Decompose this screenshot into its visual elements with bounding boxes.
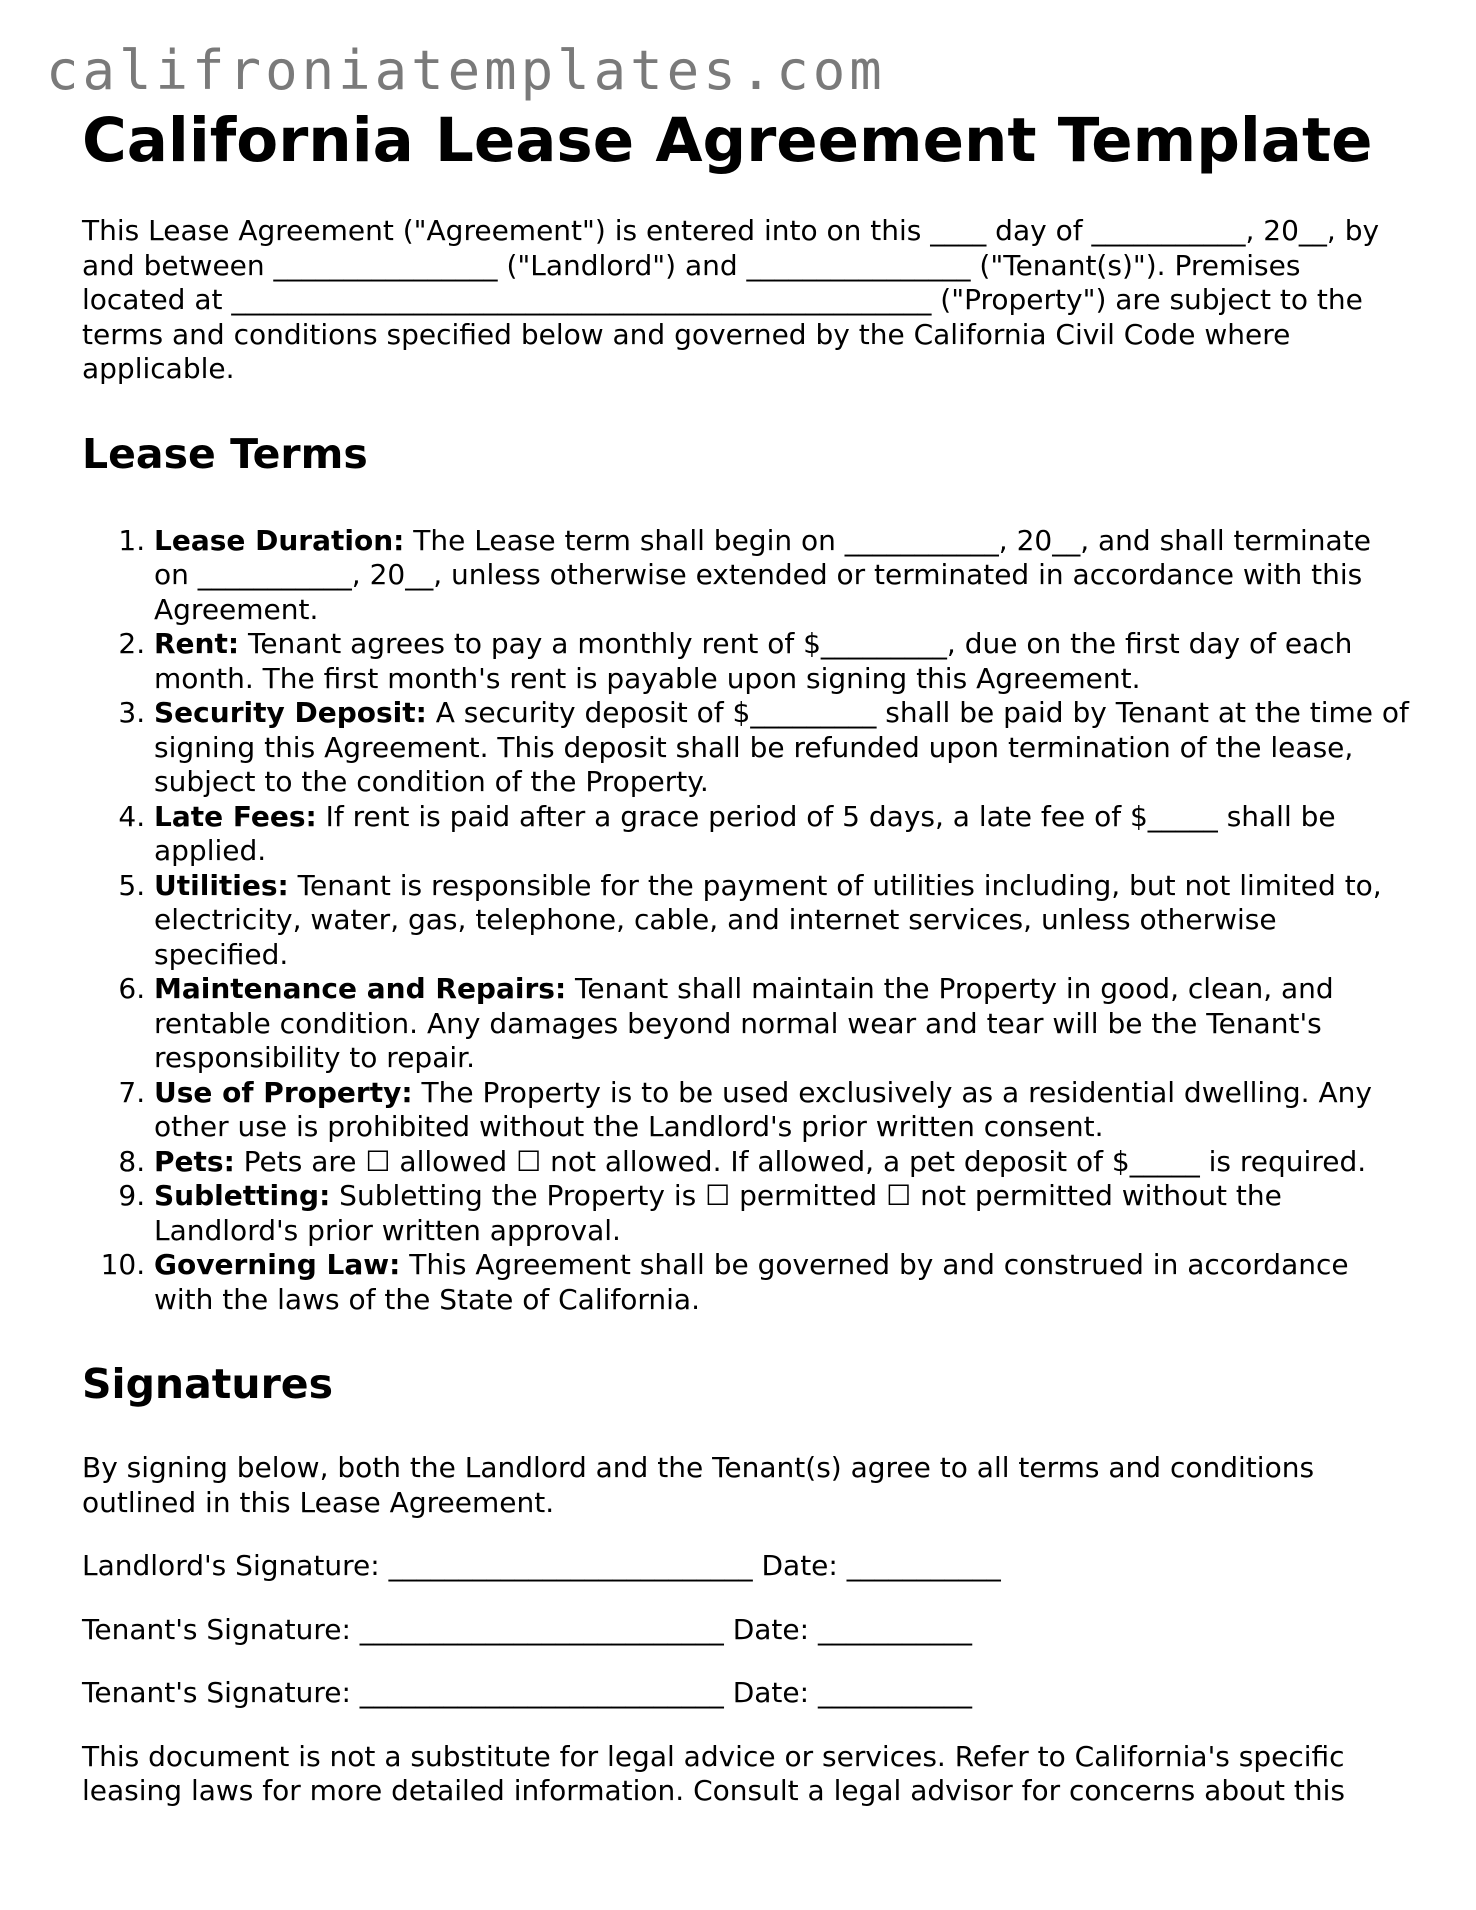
term-text: Tenant agrees to pay a monthly rent of $_________, due on the first day of each month. The first month's rent is payable upon signing this Agreement. <box>154 627 1353 695</box>
term-item-subletting <box>154 1179 1412 1248</box>
document-page <box>82 102 1412 1809</box>
term-item-utilities <box>154 869 1412 973</box>
lease-terms-heading: Lease Terms <box>82 429 368 478</box>
term-text: Subletting the Property is ☐ permitted ☐ not permitted without the Landlord's prior written approval. <box>154 1179 1282 1247</box>
term-label: Use of Property: <box>154 1075 413 1109</box>
term-label: Governing Law: <box>154 1248 401 1281</box>
tenant-signature-line: Tenant's Signature: __________________________ Date: ___________ <box>82 1676 972 1709</box>
term-text: Tenant is responsible for the payment of utilities including, but not limited to, electricity, water, gas, telephone, cable, and internet services, unless otherwise specified. <box>154 868 1382 971</box>
term-text: The Property is to be used exclusively as a residential dwelling. Any other use is prohibited without the Landlord's prior written consent. <box>154 1075 1372 1143</box>
term-label: Subletting: <box>154 1179 331 1212</box>
term-item-governing-law <box>154 1248 1412 1317</box>
legal-disclaimer: This document is not a substitute for legal advice or services. Refer to California's specific leasing laws for more detailed information. Consult a legal advisor for concerns about this <box>82 1739 1345 1807</box>
term-label: Pets: <box>154 1144 235 1178</box>
term-item-pets <box>154 1145 1412 1180</box>
signatures-intro: By signing below, both the Landlord and the Tenant(s) agree to all terms and conditions outlined in this Lease Agreement. <box>82 1451 1315 1519</box>
term-label: Utilities: <box>154 868 289 902</box>
term-item-late-fees <box>154 800 1412 869</box>
term-label: Lease Duration: <box>154 523 405 557</box>
term-item-lease-duration <box>154 524 1412 628</box>
landlord-signature-line: Landlord's Signature: __________________________ Date: ___________ <box>82 1549 1001 1582</box>
term-text: If rent is paid after a grace period of 5 days, a late fee of $_____ shall be applied. <box>154 799 1336 867</box>
lease-terms-list <box>82 524 1412 1318</box>
term-text: The Lease term shall begin on ___________, 20__, and shall terminate on ___________, 20__, unless otherwise extended or terminated in accordance with this Agreement. <box>154 523 1371 626</box>
site-watermark: califroniatemplates.com <box>46 39 886 102</box>
document-title: California Lease Agreement Template <box>82 105 1373 176</box>
term-item-rent <box>154 627 1412 696</box>
term-label: Late Fees: <box>154 799 317 833</box>
tenant-signature-line: Tenant's Signature: __________________________ Date: ___________ <box>82 1612 972 1646</box>
intro-paragraph: This Lease Agreement ("Agreement") is entered into on this ____ day of ___________, 20__, by and between ________________ ("Landlord") and ________________ ("Tenant(s)"). Premises located at __________________________________________________ ("Property") are subject to the terms and conditions specified below and governed by the California Civil Code where applicable. <box>82 214 1380 385</box>
term-item-maintenance <box>154 972 1412 1076</box>
term-label: Rent: <box>154 627 240 660</box>
term-label: Security Deposit: <box>154 696 427 729</box>
signatures-heading: Signatures <box>82 1360 334 1408</box>
term-text: A security deposit of $_________ shall be paid by Tenant at the time of signing this Agreement. This deposit shall be refunded upon termination of the lease, subject to the condition of the Property. <box>154 696 1409 798</box>
term-text: Tenant shall maintain the Property in good, clean, and rentable condition. Any damages beyond normal wear and tear will be the Tenant's responsibility to repair. <box>154 972 1334 1074</box>
term-item-security-deposit <box>154 696 1412 800</box>
term-text: Pets are ☐ allowed ☐ not allowed. If allowed, a pet deposit of $_____ is required. <box>234 1144 1367 1178</box>
term-text: This Agreement shall be governed by and construed in accordance with the laws of the State of California. <box>154 1248 1349 1316</box>
term-label: Maintenance and Repairs: <box>154 972 567 1005</box>
term-item-use-of-property <box>154 1076 1412 1145</box>
